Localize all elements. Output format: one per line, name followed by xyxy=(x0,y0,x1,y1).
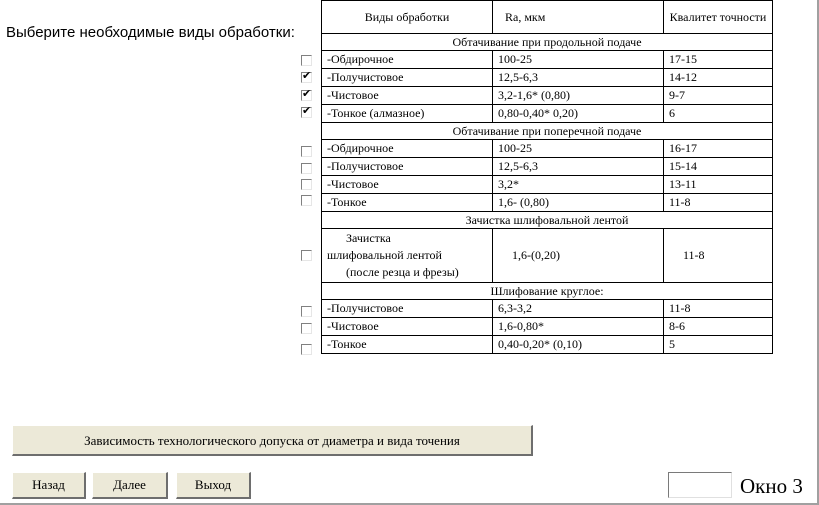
row-quality: 9-7 xyxy=(664,87,773,105)
checkbox-s1-finish[interactable] xyxy=(301,87,312,101)
row-name: -Обдирочное xyxy=(322,140,493,158)
table-row xyxy=(322,229,773,283)
row-name: -Получистовое xyxy=(322,158,493,176)
row-quality: 16-17 xyxy=(664,140,773,158)
header-quality: Квалитет точности xyxy=(664,1,773,34)
table-row xyxy=(322,105,773,123)
checkbox-s4-fine[interactable] xyxy=(301,344,312,355)
section-title: Обтачивание при продольной подаче xyxy=(322,34,773,51)
row-name: -Получистовое xyxy=(322,69,493,87)
table-row xyxy=(322,51,773,69)
row-name: -Чистовое xyxy=(322,318,493,336)
exit-button[interactable]: Выход xyxy=(176,472,251,499)
row-name: -Чистовое xyxy=(322,176,493,194)
row-quality: 17-15 xyxy=(664,51,773,69)
row-ra: 0,80-0,40* 0,20) xyxy=(493,105,664,123)
row-name xyxy=(322,229,493,283)
row-ra: 12,5-6,3 xyxy=(493,69,664,87)
checkbox-s1-fine[interactable] xyxy=(301,104,312,118)
section-title: Обтачивание при поперечной подаче xyxy=(322,123,773,140)
row-quality: 6 xyxy=(664,105,773,123)
section-title: Шлифование круглое: xyxy=(322,283,773,300)
row-quality: 11-8 xyxy=(664,300,773,318)
row-quality: 13-11 xyxy=(664,176,773,194)
check-mark: ✔ xyxy=(302,104,312,117)
row-quality: 14-12 xyxy=(664,69,773,87)
header-processing-type: Виды обработки xyxy=(322,1,493,34)
checkbox-s2-roughing[interactable] xyxy=(301,146,312,157)
row-quality: 11-8 xyxy=(664,229,773,283)
row-quality: 15-14 xyxy=(664,158,773,176)
row-ra: 1,6-(0,20) xyxy=(493,229,664,283)
checkbox-s2-finish[interactable] xyxy=(301,179,312,190)
header-ra: Ra, мкм xyxy=(493,1,664,34)
table-row xyxy=(322,318,773,336)
row-quality: 8-6 xyxy=(664,318,773,336)
row-name: -Тонкое xyxy=(322,336,493,354)
row-ra: 1,6- (0,80) xyxy=(493,194,664,212)
table-row xyxy=(322,140,773,158)
table-row xyxy=(322,300,773,318)
checkbox-s1-roughing[interactable] xyxy=(301,55,312,66)
checkbox-s3-belt[interactable] xyxy=(301,250,312,261)
row-quality: 5 xyxy=(664,336,773,354)
window-number-input[interactable] xyxy=(668,472,732,498)
checkbox-s2-fine[interactable] xyxy=(301,195,312,206)
checkbox-s2-semifinish[interactable] xyxy=(301,163,312,174)
row-name-line-2: шлифовальной лентой xyxy=(327,248,442,262)
window-label: Окно 3 xyxy=(740,474,803,498)
checkbox-s1-semifinish[interactable] xyxy=(301,69,312,83)
row-name: -Тонкое xyxy=(322,194,493,212)
check-mark: ✔ xyxy=(302,69,312,82)
row-name: -Чистовое xyxy=(322,87,493,105)
row-name-line-3: (после резца и фрезы) xyxy=(346,265,459,279)
table-row xyxy=(322,336,773,354)
row-ra: 100-25 xyxy=(493,140,664,158)
checkbox-s4-semifinish[interactable] xyxy=(301,306,312,317)
row-name: -Обдирочное xyxy=(322,51,493,69)
row-ra: 3,2-1,6* (0,80) xyxy=(493,87,664,105)
table-row xyxy=(322,69,773,87)
table-row xyxy=(322,194,773,212)
row-ra: 12,5-6,3 xyxy=(493,158,664,176)
checkbox-s4-finish[interactable] xyxy=(301,323,312,334)
row-name: -Получистовое xyxy=(322,300,493,318)
back-button[interactable]: Назад xyxy=(12,472,86,499)
table-row xyxy=(322,158,773,176)
table-header-row xyxy=(322,1,773,34)
processing-table xyxy=(321,0,773,354)
check-mark: ✔ xyxy=(302,87,312,100)
prompt-text: Выберите необходимые виды обработки: xyxy=(6,24,295,41)
row-ra: 100-25 xyxy=(493,51,664,69)
section-title: Зачистка шлифовальной лентой xyxy=(322,212,773,229)
row-quality: 11-8 xyxy=(664,194,773,212)
row-ra: 1,6-0,80* xyxy=(493,318,664,336)
table-row xyxy=(322,176,773,194)
next-button[interactable]: Далее xyxy=(92,472,168,499)
row-ra: 3,2* xyxy=(493,176,664,194)
row-ra: 0,40-0,20* (0,10) xyxy=(493,336,664,354)
dependency-button[interactable]: Зависимость технологического допуска от диаметра и вида точения xyxy=(12,425,533,456)
row-name-line-1: Зачистка xyxy=(346,231,391,245)
table-row xyxy=(322,87,773,105)
row-name: -Тонкое (алмазное) xyxy=(322,105,493,123)
row-ra: 6,3-3,2 xyxy=(493,300,664,318)
